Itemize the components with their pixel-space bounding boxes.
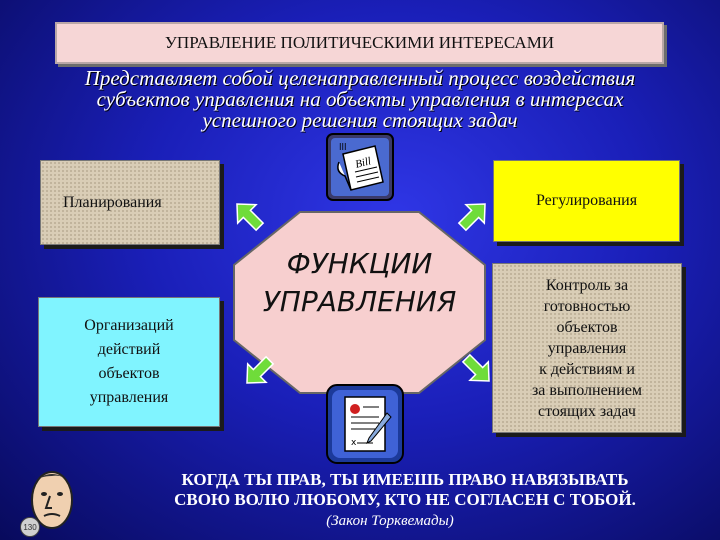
quote-line-2: СВОЮ ВОЛЮ ЛЮБОМУ, КТО НЕ СОГЛАСЕН С ТОБОЙ.	[174, 490, 636, 509]
quote	[95, 470, 715, 510]
subtitle-line-2: субъектов управления на объекты управления в интересах	[96, 87, 624, 111]
organization-box	[38, 297, 220, 427]
arrow-to-planning-icon	[228, 195, 270, 237]
regulation-label: Регулирования	[535, 192, 638, 209]
center-line-1: ФУНКЦИИ	[286, 247, 433, 280]
page-number-badge	[20, 517, 40, 537]
control-line-6: за выполнением	[531, 381, 643, 399]
page-title: УПРАВЛЕНИЕ ПОЛИТИЧЕСКИМИ ИНТЕРЕСАМИ	[164, 33, 555, 52]
regulation-box	[493, 160, 680, 242]
control-line-1: Контроль за	[545, 276, 629, 294]
control-line-5: к действиям и	[539, 360, 635, 378]
subtitle-line-3: успешного решения стоящих задач	[202, 108, 518, 132]
organization-line-4: управления	[89, 389, 169, 406]
arrow-to-regulation-icon	[452, 195, 494, 237]
quote-line-1: КОГДА ТЫ ПРАВ, ТЫ ИМЕЕШЬ ПРАВО НАВЯЗЫВАТЬ	[181, 470, 629, 489]
svg-text:x: x	[351, 438, 357, 448]
title-box	[55, 22, 664, 64]
arrow-to-control-icon	[456, 348, 498, 390]
subtitle-line-1: Представляет собой целенаправленный процесс воздействия	[84, 66, 636, 90]
control-line-4: управления	[547, 339, 627, 357]
bill-document-icon	[325, 132, 395, 202]
organization-line-1: Организаций	[84, 317, 174, 334]
law-caption: (Закон Торквемады)	[326, 513, 454, 529]
control-line-2: готовностью	[543, 297, 631, 315]
planning-box	[40, 160, 220, 245]
organization-line-2: действий	[97, 341, 161, 358]
center-title	[232, 245, 487, 321]
signed-document-icon	[325, 383, 405, 465]
control-line-3: объектов	[556, 318, 618, 336]
svg-text:Bill: Bill	[354, 155, 373, 171]
center-line-2: УПРАВЛЕНИЯ	[262, 285, 457, 318]
organization-line-3: объектов	[98, 365, 160, 382]
subtitle	[40, 68, 680, 131]
control-box	[492, 263, 682, 433]
svg-text:ااا: ااا	[339, 143, 347, 153]
planning-label: Планирования	[63, 193, 162, 211]
control-line-7: стоящих задач	[538, 402, 636, 420]
arrow-to-organization-icon	[238, 350, 280, 392]
page-number: 130	[23, 522, 37, 532]
